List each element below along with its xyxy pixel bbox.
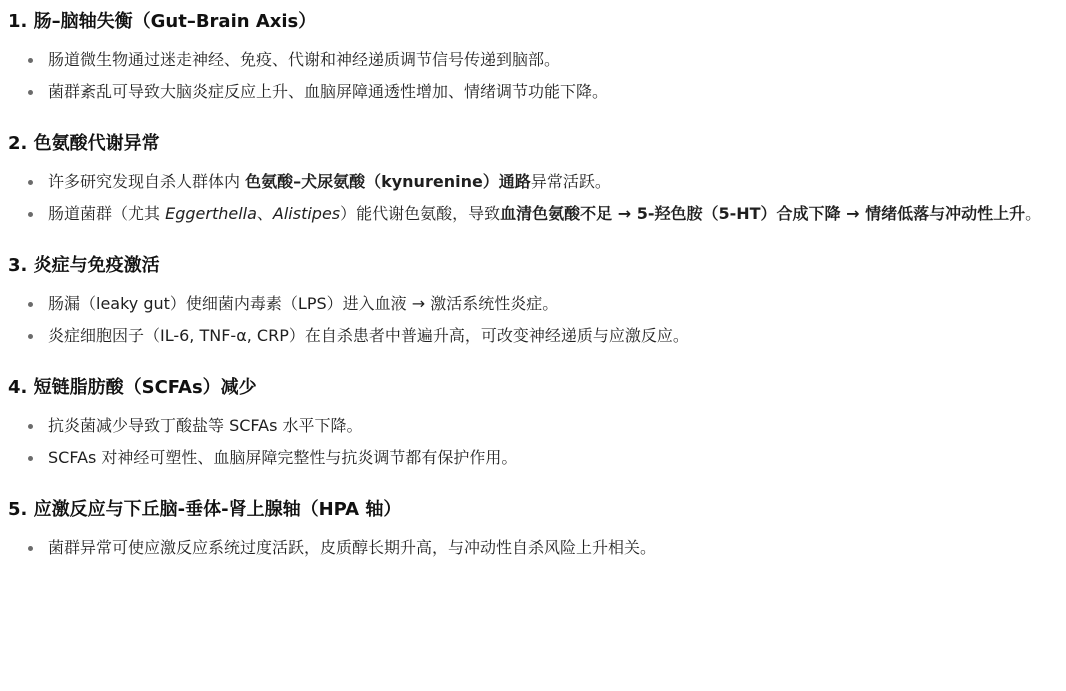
list-item: 菌群紊乱可导致大脑炎症反应上升、血脑屏障通透性增加、情绪调节功能下降。 (8, 76, 1058, 108)
bullet-list (8, 410, 1058, 474)
section-gut-brain-axis (8, 8, 1058, 108)
bullet-list (8, 44, 1058, 108)
list-item: 炎症细胞因子（IL-6, TNF-α, CRP）在自杀患者中普遍升高，可改变神经递质与应激反应。 (8, 320, 1058, 352)
list-item: 抗炎菌减少导致丁酸盐等 SCFAs 水平下降。 (8, 410, 1058, 442)
list-item: 许多研究发现自杀人群体内 色氨酸–犬尿氨酸（kynurenine）通路异常活跃。 (8, 166, 1058, 198)
section-inflammation (8, 252, 1058, 352)
bold-text: 色氨酸–犬尿氨酸（kynurenine）通路 (245, 172, 531, 191)
list-item: 肠道微生物通过迷走神经、免疫、代谢和神经递质调节信号传递到脑部。 (8, 44, 1058, 76)
section-hpa-axis (8, 496, 1058, 564)
section-heading: 1. 肠–脑轴失衡（Gut–Brain Axis） (8, 11, 317, 32)
bullet-list (8, 288, 1058, 352)
section-heading: 3. 炎症与免疫激活 (8, 255, 160, 276)
list-item: SCFAs 对神经可塑性、血脑屏障完整性与抗炎调节都有保护作用。 (8, 442, 1058, 474)
section-heading: 4. 短链脂肪酸（SCFAs）减少 (8, 377, 257, 398)
italic-text: Eggerthella (165, 204, 257, 223)
list-item: 肠漏（leaky gut）使细菌内毒素（LPS）进入血液 → 激活系统性炎症。 (8, 288, 1058, 320)
section-scfas (8, 374, 1058, 474)
bullet-list (8, 166, 1058, 230)
bold-text: 血清色氨酸不足 → 5-羟色胺（5-HT）合成下降 → 情绪低落与冲动性上升 (500, 204, 1026, 223)
italic-text: Alistipes (272, 204, 341, 223)
section-heading: 2. 色氨酸代谢异常 (8, 133, 160, 154)
list-item: 肠道菌群（尤其 Eggerthella、Alistipes）能代谢色氨酸，导致血清色氨酸不足 → 5-羟色胺（5-HT）合成下降 → 情绪低落与冲动性上升。 (8, 198, 1058, 230)
bullet-list (8, 532, 1058, 564)
section-tryptophan (8, 130, 1058, 230)
section-heading: 5. 应激反应与下丘脑-垂体-肾上腺轴（HPA 轴） (8, 499, 402, 520)
list-item: 菌群异常可使应激反应系统过度活跃，皮质醇长期升高，与冲动性自杀风险上升相关。 (8, 532, 1058, 564)
